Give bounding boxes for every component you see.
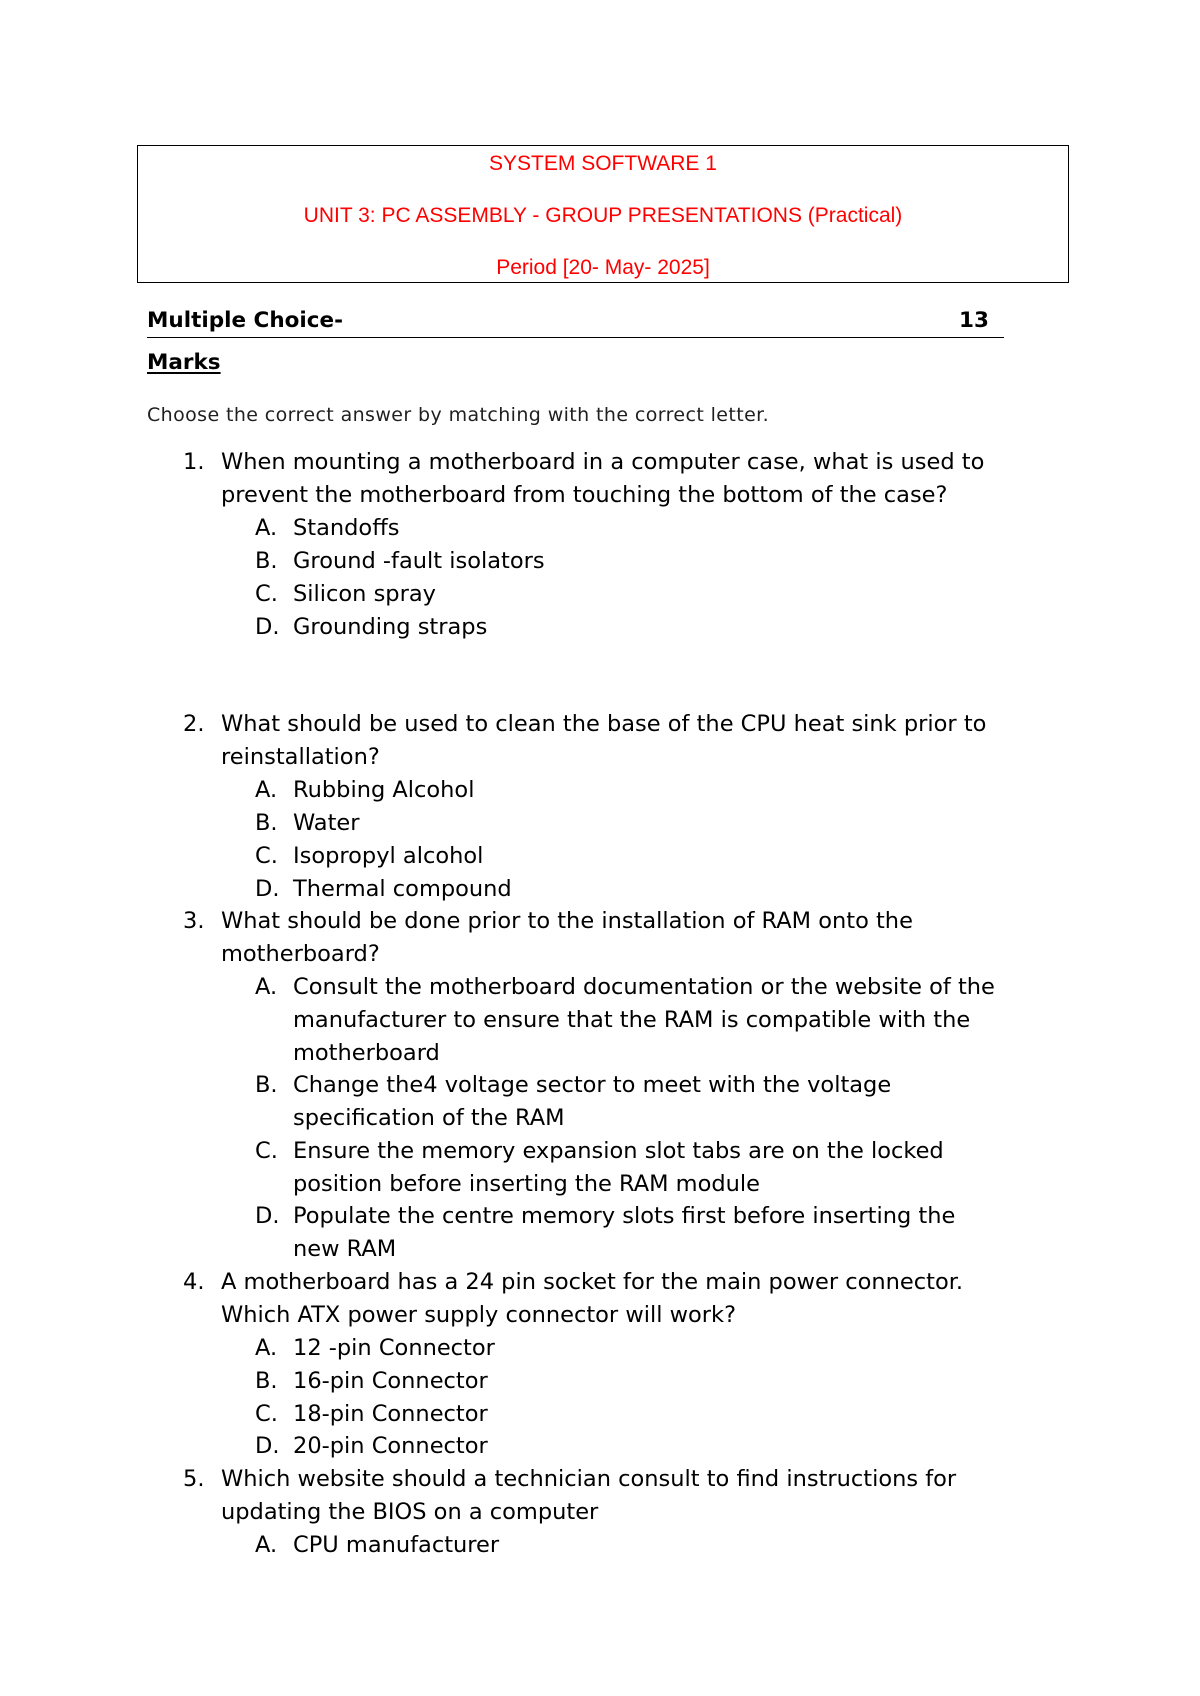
option-text: Thermal compound [293,876,512,902]
marks-number: 13 [959,308,989,333]
option-letter: A. [255,1532,278,1558]
option-letter: C. [255,843,278,869]
question-number: 5. [183,1466,205,1492]
option-letter: A. [255,777,278,803]
option-text: Grounding straps [293,614,488,640]
marks-label: Marks [147,350,221,375]
option-text: 12 -pin Connector [293,1335,495,1361]
option-letter: C. [255,1401,278,1427]
option-text: Ground -fault isolators [293,548,545,574]
option-text: specification of the RAM [293,1105,565,1131]
option-letter: D. [255,1433,280,1459]
option-text: Populate the centre memory slots first before inserting the [293,1203,956,1229]
option-letter: D. [255,614,280,640]
option-text: manufacturer to ensure that the RAM is compatible with the [293,1007,971,1033]
option-text: Ensure the memory expansion slot tabs are on the locked [293,1138,944,1164]
option-text: Rubbing Alcohol [293,777,475,803]
question-text: When mounting a motherboard in a computer case, what is used to [221,449,985,475]
option-letter: A. [255,1335,278,1361]
question-number: 1. [183,449,205,475]
option-text: motherboard [293,1040,440,1066]
option-letter: D. [255,876,280,902]
option-letter: C. [255,581,278,607]
question-text: motherboard? [221,941,380,967]
instruction-text: Choose the correct answer by matching with the correct letter. [147,404,770,426]
option-text: 20-pin Connector [293,1433,488,1459]
question-text: Which website should a technician consult to find instructions for [221,1466,957,1492]
option-letter: B. [255,1072,278,1098]
unit-title: UNIT 3: PC ASSEMBLY - GROUP PRESENTATIONS (Practical) [303,204,903,227]
option-letter: B. [255,1368,278,1394]
question-text: What should be done prior to the installation of RAM onto the [221,908,913,934]
option-text: CPU manufacturer [293,1532,500,1558]
section-heading-label: Multiple Choice- [147,308,344,333]
question-number: 3. [183,908,205,934]
option-text: new RAM [293,1236,397,1262]
option-letter: B. [255,810,278,836]
course-title: SYSTEM SOFTWARE 1 [489,152,717,175]
option-letter: A. [255,515,278,541]
question-text: prevent the motherboard from touching the bottom of the case? [221,482,948,508]
option-text: position before inserting the RAM module [293,1171,761,1197]
option-text: 18-pin Connector [293,1401,488,1427]
question-number: 2. [183,711,205,737]
option-text: Silicon spray [293,581,436,607]
option-letter: B. [255,548,278,574]
question-number: 4. [183,1269,205,1295]
question-text: Which ATX power supply connector will work? [221,1302,737,1328]
option-letter: A. [255,974,278,1000]
question-text: A motherboard has a 24 pin socket for the main power connector. [221,1269,964,1295]
option-letter: D. [255,1203,280,1229]
option-text: Change the4 voltage sector to meet with the voltage [293,1072,892,1098]
section-heading [147,308,1004,338]
question-text: reinstallation? [221,744,380,770]
question-text: What should be used to clean the base of the CPU heat sink prior to [221,711,987,737]
question-text: updating the BIOS on a computer [221,1499,599,1525]
option-text: 16-pin Connector [293,1368,488,1394]
title-box [137,145,1069,283]
option-letter: C. [255,1138,278,1164]
option-text: Consult the motherboard documentation or the website of the [293,974,995,1000]
option-text: Water [293,810,360,836]
period-line: Period [20- May- 2025] [496,256,710,279]
option-text: Standoffs [293,515,400,541]
option-text: Isopropyl alcohol [293,843,484,869]
